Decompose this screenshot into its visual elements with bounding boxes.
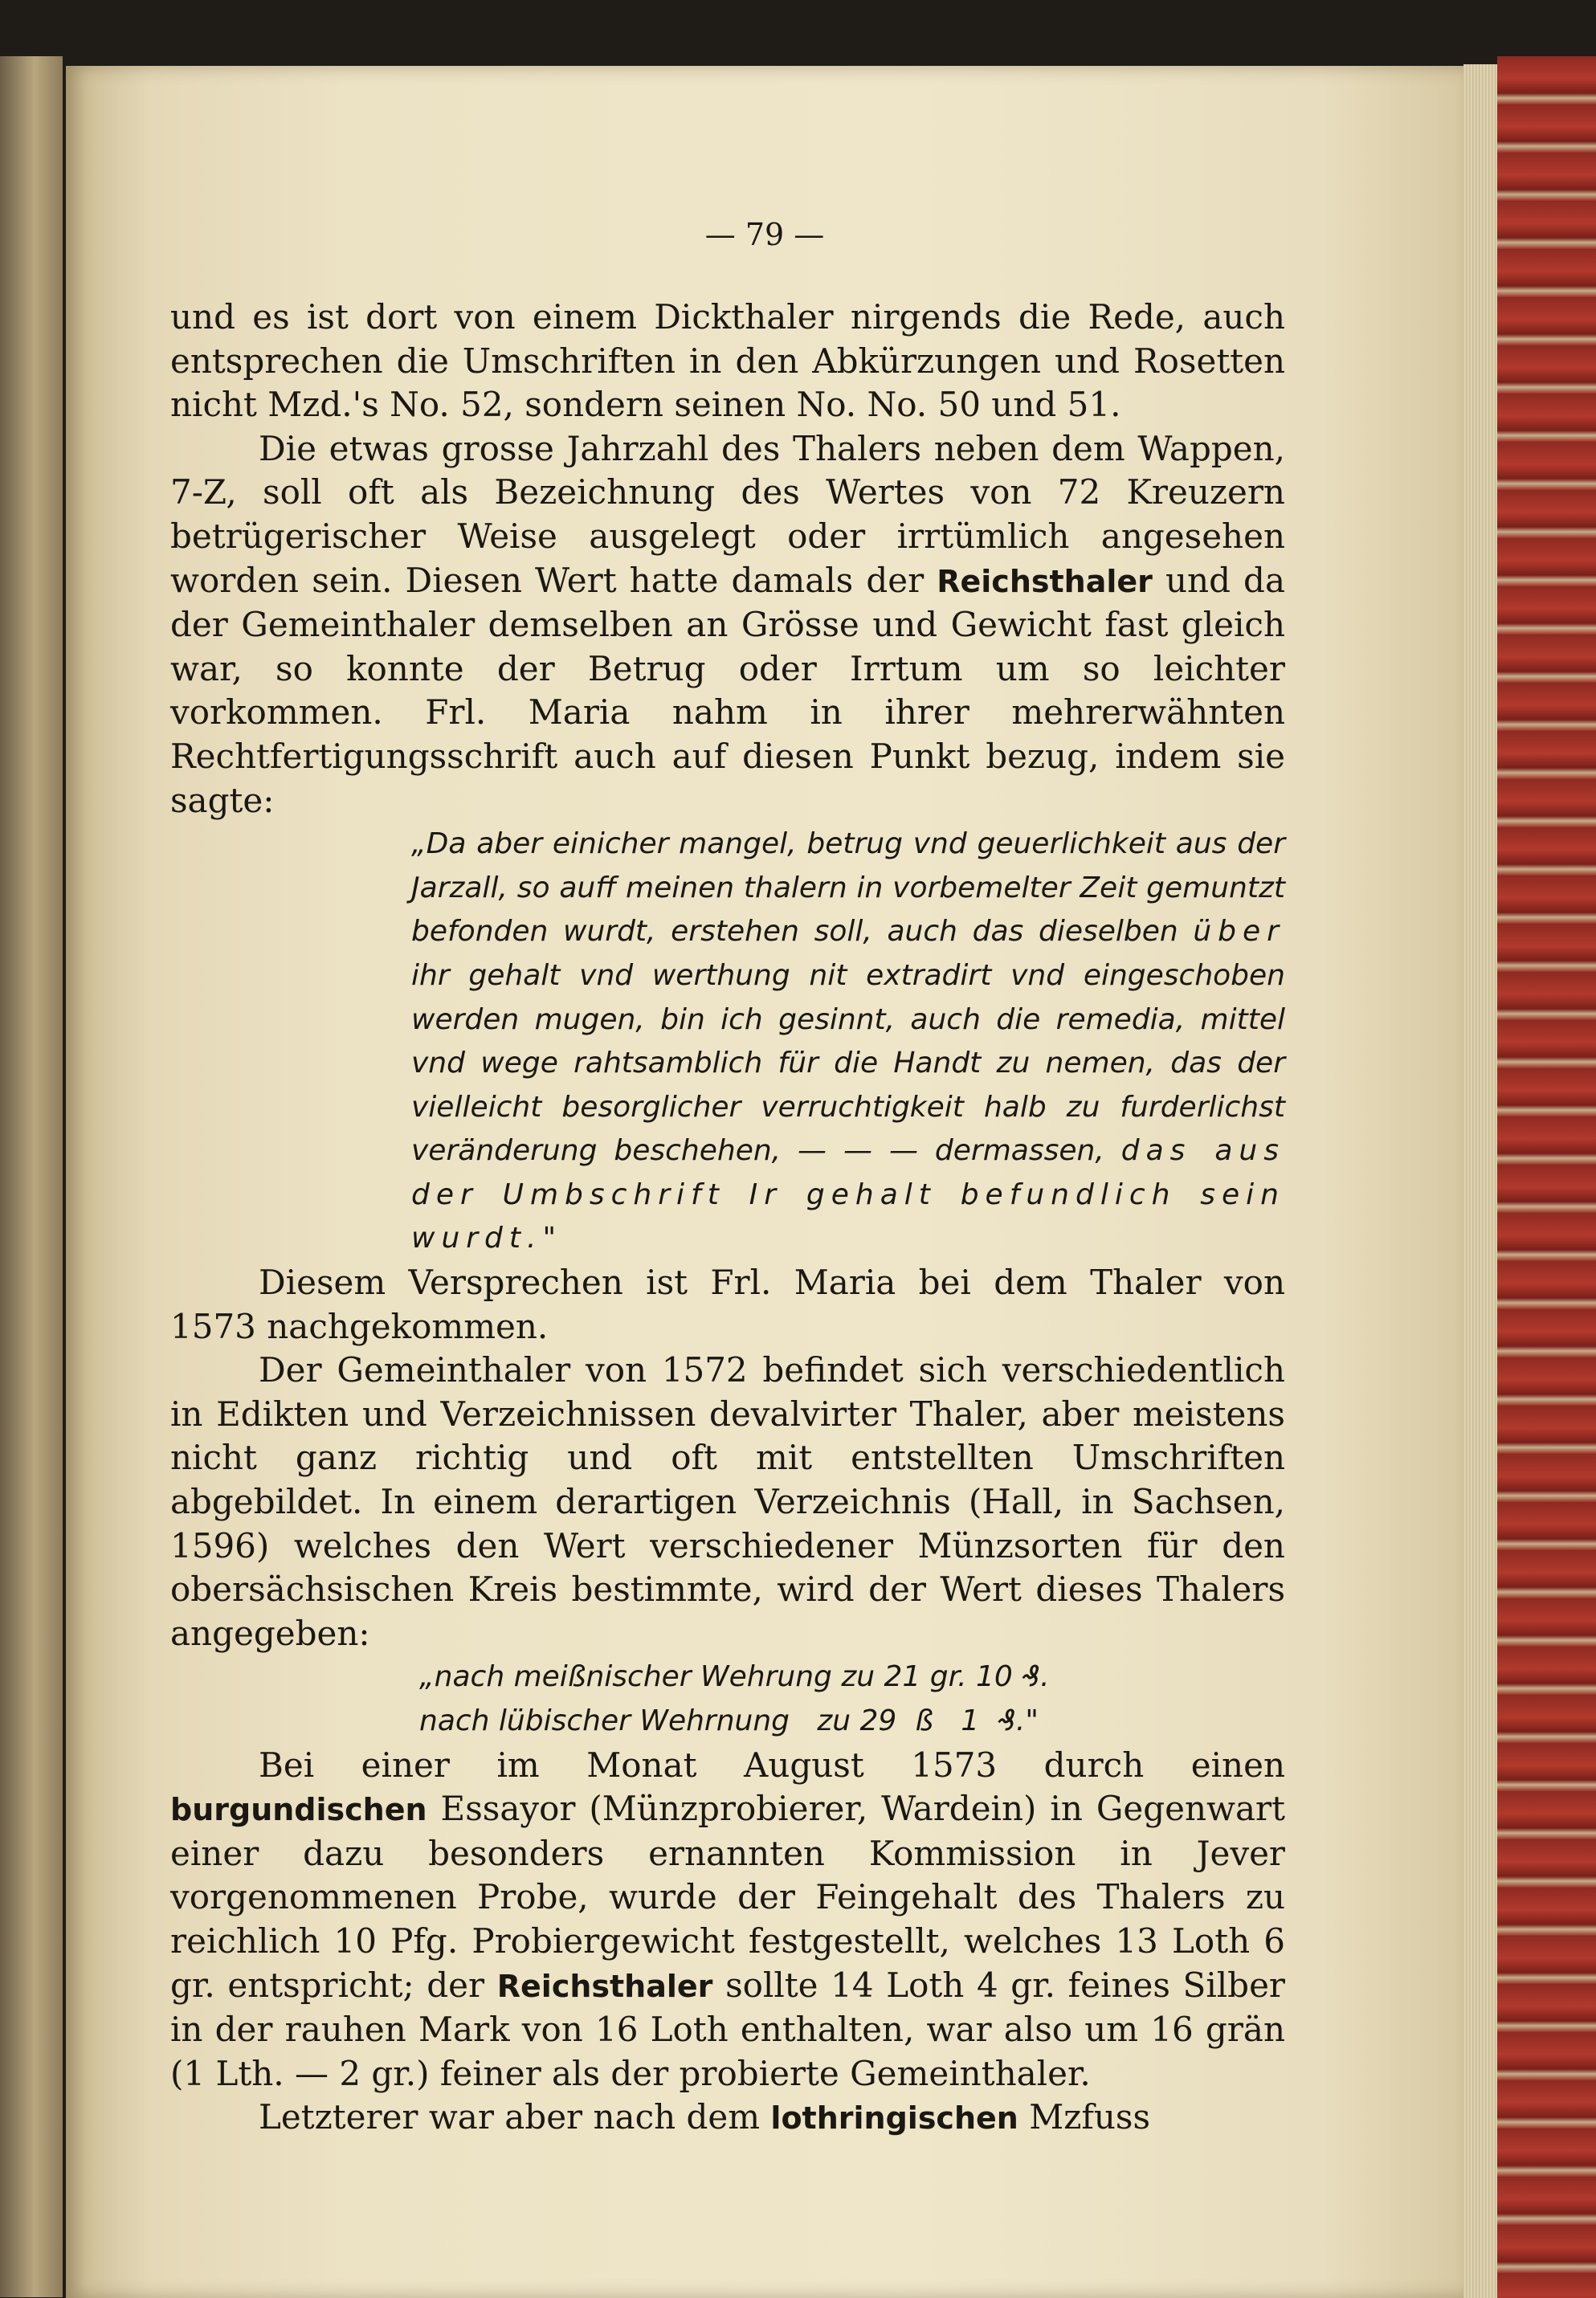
- paragraph-3: Diesem Versprechen ist Frl. Maria bei dem Thaler von 1573 nachgekommen.: [170, 1263, 1285, 1346]
- paragraph-4: Der Gemeinthaler von 1572 befindet sich verschiedentlich in Edikten und Verzeichnissen devalvirter Thaler, aber meistens nicht ganz richtig und oft mit entstellten Umschriften abgebildet. In einem derartigen Verzeichnis (Hall, in Sachsen, 1596) welches den Wert verschiedener Münzsorten für den obersächsischen Kreis bestimmte, wird der Wert dieses Thalers angegeben:: [170, 1350, 1285, 1653]
- paragraph-5-text-a: Bei einer im Monat August 1573 durch einen: [259, 1745, 1285, 1785]
- paragraph-2-text-b: und da der Gemeinthaler demselben an Grösse und Gewicht fast gleich war, so konnte der Betrug oder Irrtum um so leichter vorkommen. Frl. Maria nahm in ihrer mehrerwähnten Rechtfertigungsschrift auch auf diesen Punkt bezug, indem sie sagte:: [170, 560, 1285, 820]
- paragraph-6: [170, 2096, 1285, 2141]
- paragraph-5-text-c: sollte 14 Loth 4 gr. feines Silber in der rauhen Mark von 16 Loth enthalten, war also um 16 grän (1 Lth. — 2 gr.) feiner als der probierte Gemeinthaler.: [170, 1965, 1285, 2093]
- red-book-edge: [1497, 56, 1596, 2298]
- paragraph-5-bold-b: Reichsthaler: [496, 1968, 713, 2004]
- paragraph-5-text-b: Essayor (Münzprobierer, Wardein) in Gegenwart einer dazu besonders ernannten Kommission in Jever vorgenommenen Probe, wurde der Feingehalt des Thalers zu reichlich 10 Pfg. Probiergewicht festgestellt, welches 13 Loth 6 gr. entspricht; der: [170, 1789, 1285, 2005]
- page-text: [170, 296, 1285, 2141]
- paragraph-2: [170, 427, 1285, 822]
- paragraph-5: [170, 1744, 1285, 2096]
- verse-line-2: nach lübischer Wehrnung zu 29 ß 1 ₰.": [419, 1704, 1039, 1737]
- page-number: — 79 —: [704, 217, 825, 252]
- verse-line-1: „nach meißnischer Wehrung zu 21 gr. 10 ₰.: [419, 1660, 1050, 1694]
- paragraph-6-text-b: Mzfuss: [1029, 2097, 1151, 2137]
- fraktur-quote: [411, 822, 1285, 1261]
- paragraph-2-text-a: Die etwas grosse Jahrzahl des Thalers neben dem Wappen, 7-Z, soll oft als Bezeichnung des Wertes von 72 Kreuzern betrügerischer Weise ausgelegt oder irrtümlich angesehen worden sein. Diesen Wert hatte damals der: [170, 428, 1285, 600]
- paragraph-6-text-a: Letzterer war aber nach dem: [259, 2097, 761, 2137]
- left-page-edge: [0, 56, 63, 2297]
- quote-text-a: „Da aber einicher mangel, betrug vnd geuerlichkeit aus der Jarzall, so auff meinen thalern in vorbemelter Zeit gemuntzt befonden wurdt, erstehen soll, auch das dieselben: [411, 827, 1285, 949]
- paragraph-2-bold: Reichsthaler: [937, 563, 1153, 599]
- quote-text-b: ihr gehalt vnd werthung nit extradirt vnd eingeschoben werden mugen, bin ich gesinnt, auch die remedia, mittel vnd wege rahtsamblich für die Handt zu nemen, das der vielleicht besorglicher verruchtigkeit halb zu furderlichst veränderung beschehen, — — — dermassen,: [411, 958, 1285, 1168]
- page-edges: [1463, 64, 1497, 2298]
- quote-spaced-word: über: [1193, 915, 1285, 949]
- paragraph-1: und es ist dort von einem Dickthaler nirgends die Rede, auch entsprechen die Umschriften in den Abkürzungen und Rosetten nicht Mzd.'s No. 52, sondern seinen No. No. 50 und 51.: [170, 297, 1285, 425]
- quote-spaced-ending: das aus der Umbschrift Ir gehalt befundlich sein wurdt.": [411, 1134, 1285, 1255]
- paragraph-5-bold-a: burgundischen: [170, 1792, 427, 1828]
- paragraph-6-bold: lothringischen: [770, 2100, 1018, 2137]
